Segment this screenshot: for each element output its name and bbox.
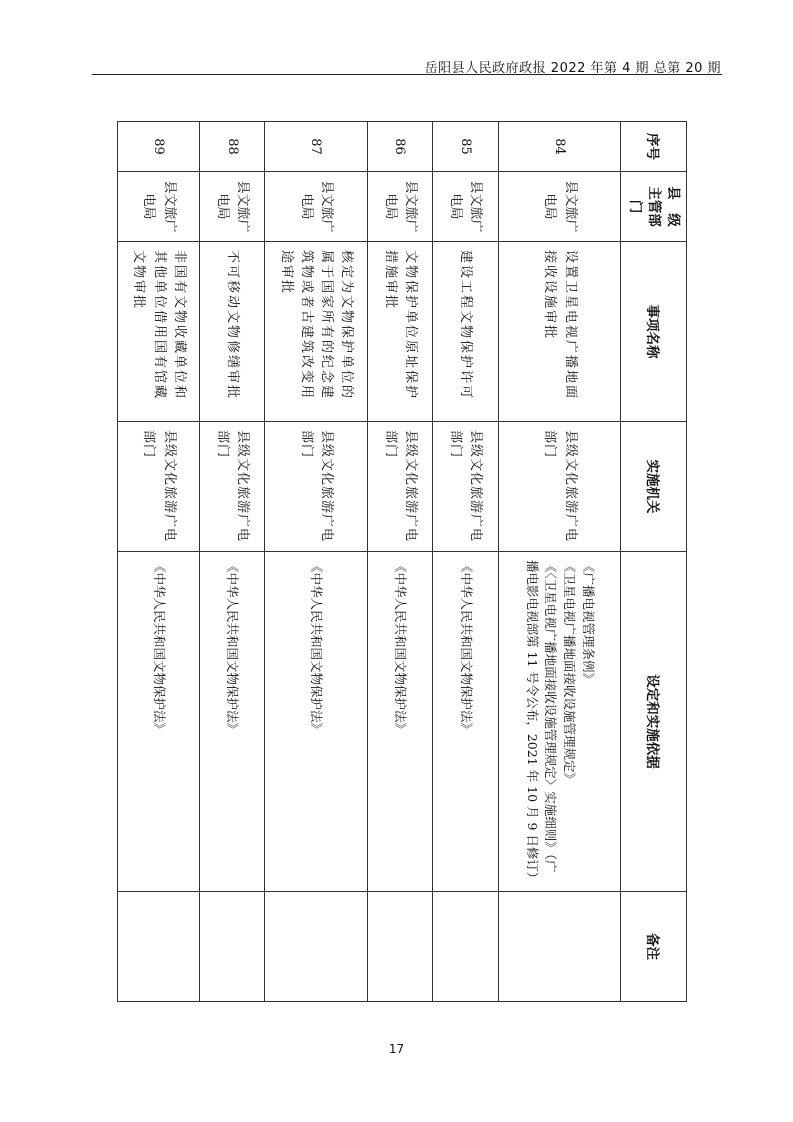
cell-note (199, 892, 264, 1002)
header-note: 备注 (621, 892, 687, 1002)
cell-note (498, 892, 621, 1002)
cell-dept: 县文旅广电局 (199, 172, 264, 242)
basis-line: 《中华人民共和国文物保护法》 (458, 560, 474, 736)
cell-note (265, 892, 367, 1002)
header-seq: 序号 (621, 122, 687, 172)
header-agency: 实施机关 (621, 422, 687, 552)
cell-agency: 县级文化旅游广电部门 (199, 422, 264, 552)
cell-dept: 县文旅广电局 (498, 172, 621, 242)
header-dept-line1: 县 级 (665, 186, 681, 227)
cell-seq: 86 (367, 122, 432, 172)
cell-basis (433, 552, 498, 892)
cell-agency: 县级文化旅游广电部门 (433, 422, 498, 552)
cell-seq: 89 (118, 122, 200, 172)
cell-dept: 县文旅广电局 (265, 172, 367, 242)
cell-name: 设置卫星电视广播地面接收设施审批 (498, 242, 621, 422)
cell-seq: 87 (265, 122, 367, 172)
rotated-table-wrapper (117, 121, 687, 1001)
basis-line: 《〈卫星电视广播地面接收设施管理规定〉实施细则》（广播电影电视部第 11 号令公布，2021 年 10 月 9 日修订） (524, 560, 559, 885)
header-dept-line2: 主管部门 (627, 186, 663, 227)
table-row (367, 122, 432, 1002)
cell-note (367, 892, 432, 1002)
page-number: 17 (388, 1042, 405, 1056)
cell-basis (367, 552, 432, 892)
cell-name: 核定为文物保护单位的属于国家所有的纪念建筑物或者古建筑改变用途审批 (265, 242, 367, 422)
table-row (118, 122, 200, 1002)
cell-agency: 县级文化旅游广电部门 (265, 422, 367, 552)
cell-seq: 85 (433, 122, 498, 172)
cell-basis (498, 552, 621, 892)
basis-line: 《中华人民共和国文物保护法》 (393, 560, 409, 736)
cell-agency: 县级文化旅游广电部门 (367, 422, 432, 552)
cell-basis (118, 552, 200, 892)
cell-agency: 县级文化旅游广电部门 (498, 422, 621, 552)
cell-name: 文物保护单位原址保护措施审批 (367, 242, 432, 422)
cell-note (118, 892, 200, 1002)
basis-line: 《中华人民共和国文物保护法》 (225, 560, 241, 736)
table-header-row (621, 122, 687, 1002)
basis-line: 《广播电视管理条例》 (580, 560, 596, 686)
header-rule (92, 74, 722, 75)
basis-line: 《中华人民共和国文物保护法》 (309, 560, 325, 736)
cell-dept: 县文旅广电局 (367, 172, 432, 242)
header-name: 事项名称 (621, 242, 687, 422)
cell-seq: 84 (498, 122, 621, 172)
cell-dept: 县文旅广电局 (433, 172, 498, 242)
header-dept (621, 172, 687, 242)
basis-line: 《中华人民共和国文物保护法》 (151, 560, 167, 736)
cell-dept: 县文旅广电局 (118, 172, 200, 242)
table-row (199, 122, 264, 1002)
table-row (498, 122, 621, 1002)
basis-line: 《卫星电视广播地面接收设施管理规定》 (562, 560, 578, 786)
journal-header: 岳阳县人民政府政报 2022 年第 4 期 总第 20 期 (424, 61, 721, 76)
header-basis: 设定和实施依据 (621, 552, 687, 892)
cell-agency: 县级文化旅游广电部门 (118, 422, 200, 552)
cell-name: 不可移动文物修缮审批 (199, 242, 264, 422)
table-row (265, 122, 367, 1002)
cell-seq: 88 (199, 122, 264, 172)
cell-basis (265, 552, 367, 892)
cell-basis (199, 552, 264, 892)
items-table (117, 121, 687, 1002)
cell-note (433, 892, 498, 1002)
cell-name: 非国有文物收藏单位和其他单位借用国有馆藏文物审批 (118, 242, 200, 422)
table-row (433, 122, 498, 1002)
cell-name: 建设工程文物保护许可 (433, 242, 498, 422)
